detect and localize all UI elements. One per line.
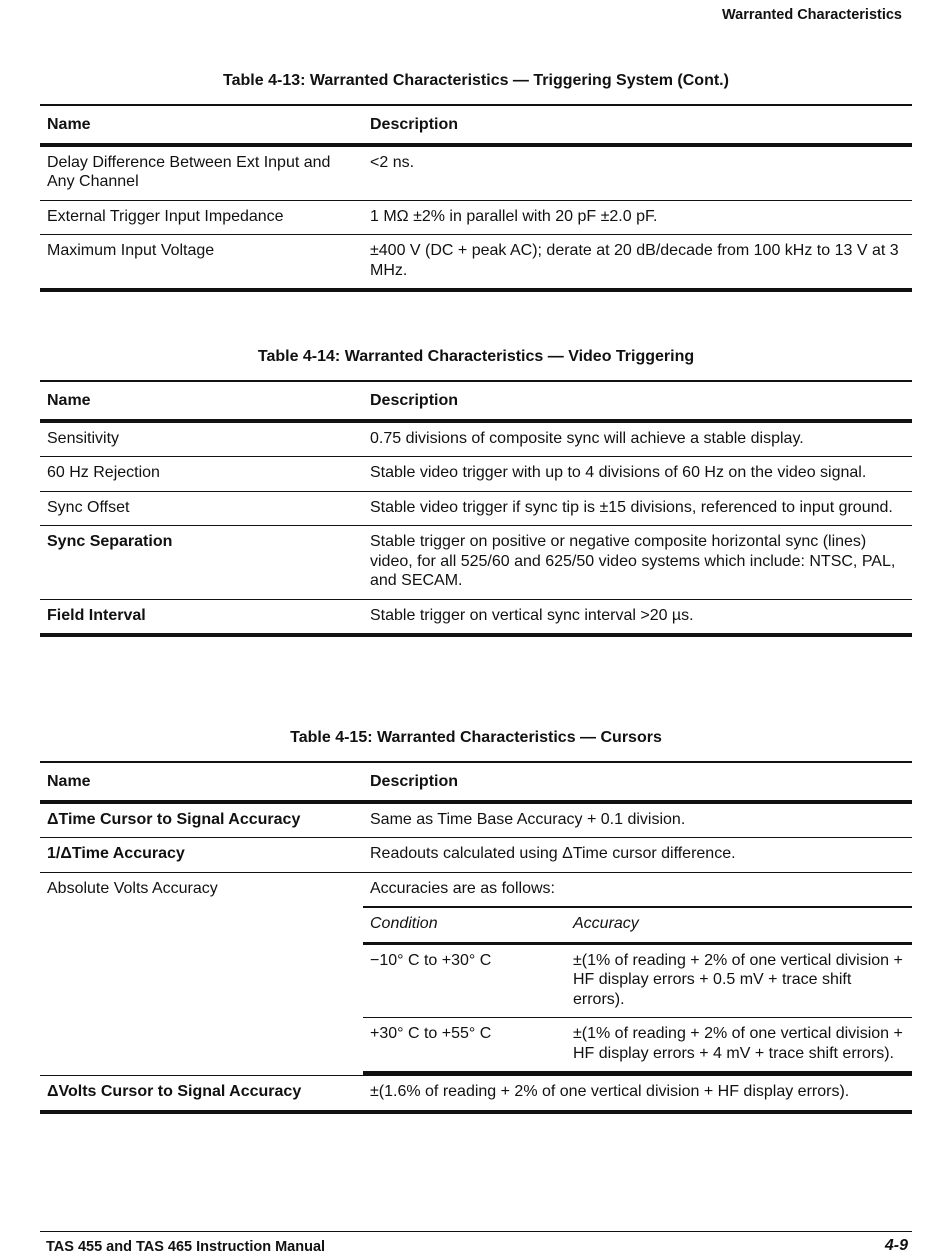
accuracy-cell: ±(1% of reading + 2% of one vertical division + HF display errors + 4 mV + trace shift errors). [566,1018,912,1074]
table-header-row [40,762,912,802]
table-row [40,838,912,873]
row-description: 1 MΩ ±2% in parallel with 20 pF ±2.0 pF. [363,200,912,235]
row-name: Absolute Volts Accuracy [40,872,363,1076]
row-description: ±(1.6% of reading + 2% of one vertical division + HF display errors). [363,1076,912,1112]
footer-rule [40,1231,912,1232]
table-row [40,200,912,235]
table-row [40,802,912,838]
condition-cell: +30° C to +55° C [363,1018,566,1074]
subtable-row [363,1018,912,1074]
table-4-14 [40,380,912,637]
table-row [40,599,912,635]
column-header-name: Name [40,762,363,802]
row-name: Maximum Input Voltage [40,235,363,291]
accuracy-subtable [363,908,912,1075]
table-row [40,145,912,201]
table-row [40,491,912,526]
table-4-14-caption: Table 4-14: Warranted Characteristics — Video Triggering [257,348,695,365]
row-name: 1/ΔTime Accuracy [40,838,363,873]
row-description: Stable video trigger with up to 4 divisions of 60 Hz on the video signal. [363,457,912,492]
table-row [40,421,912,457]
table-header-row [40,105,912,145]
column-header-accuracy: Accuracy [566,908,912,943]
table-4-13-caption: Table 4-13: Warranted Characteristics — Triggering System (Cont.) [223,72,729,89]
table-row [40,1076,912,1112]
row-name: Sensitivity [40,421,363,457]
column-header-description: Description [363,105,912,145]
column-header-name: Name [40,105,363,145]
row-description: Same as Time Base Accuracy + 0.1 division. [363,802,912,838]
row-description: <2 ns. [363,145,912,201]
row-name: Sync Separation [40,526,363,600]
row-description: Stable trigger on vertical sync interval >20 µs. [363,599,912,635]
row-name: Sync Offset [40,491,363,526]
column-header-description: Description [363,762,912,802]
row-description: Stable video trigger if sync tip is ±15 divisions, referenced to input ground. [363,491,912,526]
running-header: Warranted Characteristics [722,7,902,23]
table-row [40,872,912,1076]
column-header-name: Name [40,381,363,421]
accuracy-cell: ±(1% of reading + 2% of one vertical division + HF display errors + 0.5 mV + trace shift errors). [566,943,912,1018]
row-name: Delay Difference Between Ext Input and Any Channel [40,145,363,201]
condition-cell: −10° C to +30° C [363,943,566,1018]
row-description: ±400 V (DC + peak AC); derate at 20 dB/decade from 100 kHz to 13 V at 3 MHz. [363,235,912,291]
page-number: 4-9 [884,1237,908,1254]
row-description [363,872,912,1076]
row-name: Field Interval [40,599,363,635]
row-name: 60 Hz Rejection [40,457,363,492]
row-description: 0.75 divisions of composite sync will achieve a stable display. [363,421,912,457]
column-header-condition: Condition [363,908,566,943]
nested-intro-text: Accuracies are as follows: [363,873,912,909]
subtable-row [363,943,912,1018]
table-4-15-caption: Table 4-15: Warranted Characteristics — Cursors [290,729,662,746]
row-description: Stable trigger on positive or negative composite horizontal sync (lines) video, for all 525/60 and 625/50 video systems which include: NTSC, PAL, and SECAM. [363,526,912,600]
table-row [40,457,912,492]
row-description: Readouts calculated using ΔTime cursor difference. [363,838,912,873]
row-name: External Trigger Input Impedance [40,200,363,235]
table-row [40,235,912,291]
table-4-15 [40,761,912,1114]
table-4-13 [40,104,912,292]
table-row [40,526,912,600]
row-name: ΔTime Cursor to Signal Accuracy [40,802,363,838]
row-name: ΔVolts Cursor to Signal Accuracy [40,1076,363,1112]
column-header-description: Description [363,381,912,421]
footer-manual-title: TAS 455 and TAS 465 Instruction Manual [46,1239,326,1255]
subtable-header-row [363,908,912,943]
table-header-row [40,381,912,421]
